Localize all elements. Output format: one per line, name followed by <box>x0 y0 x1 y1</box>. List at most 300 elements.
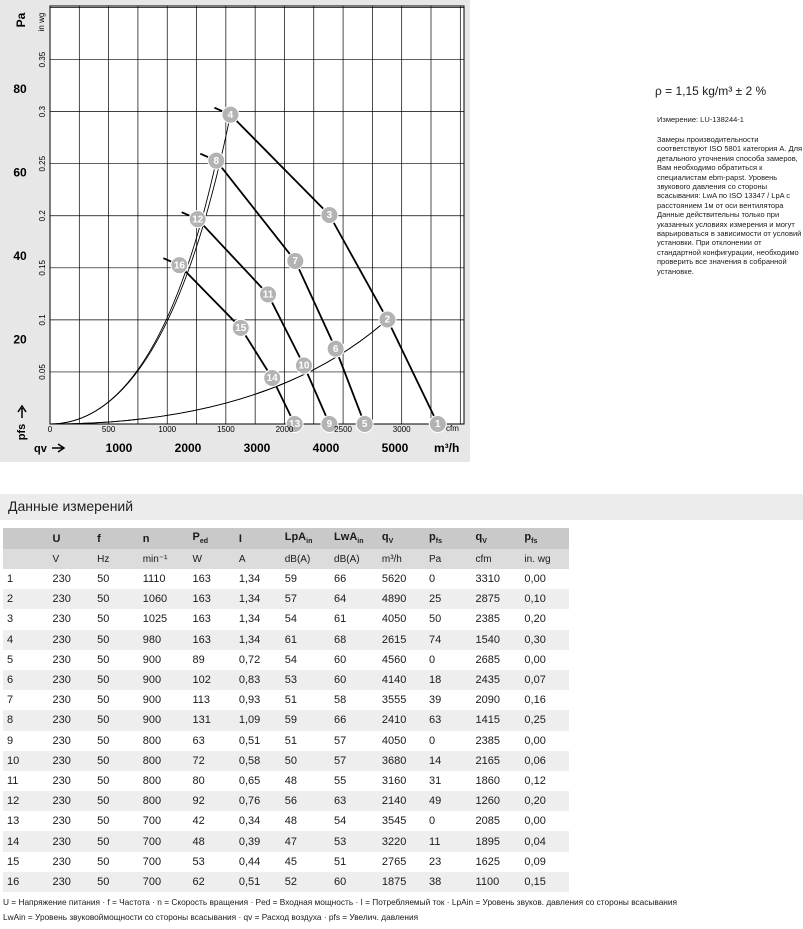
table-row <box>3 872 569 892</box>
table-cell: 230 <box>49 690 94 710</box>
operating-point-label: 5 <box>361 419 368 431</box>
table-cell: 3310 <box>472 569 521 589</box>
note-line: всасывания: LwA по ISO 13347 / LpA с <box>657 191 791 201</box>
table-cell: 4050 <box>378 609 425 629</box>
operating-point-label: 15 <box>235 323 247 335</box>
note-line: расстоянием 1м от оси вентилятора <box>657 200 784 210</box>
table-cell: 0,10 <box>520 589 569 609</box>
unit-cell: m³/h <box>378 549 425 569</box>
table-cell: 2410 <box>378 710 425 730</box>
table-cell: 52 <box>281 872 330 892</box>
table-row <box>3 831 569 851</box>
table-cell: 163 <box>189 589 235 609</box>
table-cell: 68 <box>330 630 378 650</box>
table-cell: 58 <box>330 690 378 710</box>
table-cell: 48 <box>281 771 330 791</box>
table-cell: 0,76 <box>235 791 281 811</box>
chart-canvas <box>0 0 470 462</box>
table-cell: 4050 <box>378 731 425 751</box>
table-cell: 1060 <box>139 589 189 609</box>
table-cell: 12 <box>3 791 49 811</box>
table-row <box>3 731 569 751</box>
column-header <box>378 528 425 549</box>
table-cell: 50 <box>93 569 139 589</box>
table-cell: 1 <box>3 569 49 589</box>
legend-line-2: LwAin = Уровень звуковоймощности со стороны всасывания · qv = Расход воздуха · pfs = Увелич. давления <box>3 912 419 922</box>
table-cell: 62 <box>189 872 235 892</box>
operating-point-label: 9 <box>326 419 333 431</box>
unit-cell: Pa <box>425 549 472 569</box>
table-cell: 0 <box>425 569 472 589</box>
table-cell: 0,44 <box>235 852 281 872</box>
table-row <box>3 690 569 710</box>
table-cell: 230 <box>49 751 94 771</box>
table-cell: 51 <box>330 852 378 872</box>
operating-point-label: 7 <box>292 256 299 268</box>
table-cell: 3555 <box>378 690 425 710</box>
column-header <box>139 528 189 549</box>
table-cell: 3160 <box>378 771 425 791</box>
column-header-main: p <box>429 531 436 544</box>
table-cell: 63 <box>189 731 235 751</box>
operating-point-label: 8 <box>213 155 220 167</box>
inwg-tick-label: 0.15 <box>38 260 48 276</box>
table-cell: 0,04 <box>520 831 569 851</box>
table-cell: 230 <box>49 670 94 690</box>
operating-point-label: 16 <box>173 260 185 272</box>
table-cell: 1540 <box>472 630 521 650</box>
column-header-sub: V <box>482 538 487 546</box>
x-axis-unit-m3h: m³/h <box>434 441 460 455</box>
note-line: специалистам ebm-papst. Уровень <box>657 172 778 182</box>
table-cell: 50 <box>93 731 139 751</box>
table-cell: 54 <box>281 609 330 629</box>
table-cell: 48 <box>189 831 235 851</box>
table-cell: 2090 <box>472 690 521 710</box>
table-cell: 48 <box>281 811 330 831</box>
operating-point-label: 11 <box>262 289 274 301</box>
unit-cell: cfm <box>472 549 521 569</box>
table-cell: 0 <box>425 811 472 831</box>
table-cell: 230 <box>49 630 94 650</box>
table-row <box>3 791 569 811</box>
note-line: варьироваться в зависимости от условий <box>657 229 802 239</box>
column-header <box>472 528 521 549</box>
table-cell: 47 <box>281 831 330 851</box>
table-cell: 0,34 <box>235 811 281 831</box>
table-cell: 50 <box>93 811 139 831</box>
table-cell: 1895 <box>472 831 521 851</box>
note-line: установке. <box>657 266 694 276</box>
column-header-main: LwA <box>334 531 358 544</box>
table-cell: 45 <box>281 852 330 872</box>
table-cell: 50 <box>93 690 139 710</box>
table-row <box>3 852 569 872</box>
table-cell: 0,93 <box>235 690 281 710</box>
table-cell: 1860 <box>472 771 521 791</box>
table-cell: 1,09 <box>235 710 281 730</box>
table-cell: 230 <box>49 589 94 609</box>
operating-point-label: 10 <box>298 360 310 372</box>
table-cell: 2385 <box>472 731 521 751</box>
cfm-tick-label: 2500 <box>334 425 352 434</box>
column-header-main: p <box>524 531 532 544</box>
table-cell: 66 <box>330 710 378 730</box>
table-cell: 4 <box>3 630 49 650</box>
note-line: проверить все значения в собранной <box>657 257 787 267</box>
table-cell: 50 <box>93 831 139 851</box>
table-cell: 38 <box>425 872 472 892</box>
inwg-tick-label: 0.35 <box>38 51 48 68</box>
m3h-tick-label: 3000 <box>243 441 271 455</box>
column-header-main: I <box>238 532 242 545</box>
table-row <box>3 710 569 730</box>
table-cell: 59 <box>281 710 330 730</box>
table-cell: 1,34 <box>235 569 281 589</box>
table-cell: 2385 <box>472 609 521 629</box>
table-cell: 700 <box>139 852 189 872</box>
table-cell: 800 <box>139 791 189 811</box>
table-cell: 700 <box>139 811 189 831</box>
inwg-tick-label: 0.25 <box>38 155 48 172</box>
table-cell: 11 <box>425 831 472 851</box>
table-cell: 60 <box>330 872 378 892</box>
inwg-tick-label: 0.1 <box>38 314 48 326</box>
table-cell: 0,51 <box>235 872 281 892</box>
table-cell: 900 <box>139 710 189 730</box>
table-cell: 5 <box>3 650 49 670</box>
table-cell: 59 <box>281 569 330 589</box>
table-cell: 6 <box>3 670 49 690</box>
table-cell: 2875 <box>472 589 521 609</box>
operating-point-label: 6 <box>332 343 339 355</box>
table-cell: 131 <box>189 710 235 730</box>
table-cell: 2 <box>3 589 49 609</box>
column-header <box>49 528 94 549</box>
table-cell: 2165 <box>472 751 521 771</box>
unit-cell: dB(A) <box>281 549 330 569</box>
note-line: Данные действительны только при <box>657 210 780 220</box>
column-header-sub: in <box>306 538 313 546</box>
unit-cell: min⁻¹ <box>139 549 189 569</box>
table-cell: 5620 <box>378 569 425 589</box>
table-header-row <box>3 528 569 549</box>
table-cell: 0,30 <box>520 630 569 650</box>
unit-cell: A <box>235 549 281 569</box>
table-cell: 9 <box>3 731 49 751</box>
column-header-main: P <box>192 531 200 544</box>
table-cell: 23 <box>425 852 472 872</box>
table-cell: 900 <box>139 650 189 670</box>
table-cell: 50 <box>93 710 139 730</box>
table-cell: 50 <box>93 791 139 811</box>
y-axis-label-pfs: pfs <box>15 423 28 441</box>
m3h-tick-label: 1000 <box>105 441 133 455</box>
table-cell: 230 <box>49 872 94 892</box>
unit-cell: Hz <box>93 549 139 569</box>
table-row <box>3 589 569 609</box>
table-row <box>3 630 569 650</box>
column-header-sub: fs <box>531 538 538 546</box>
column-header-sub: V <box>388 538 394 546</box>
table-cell: 1100 <box>472 872 521 892</box>
note-line: Замеры производительности <box>657 135 759 144</box>
column-header-main: q <box>475 531 483 544</box>
table-cell: 800 <box>139 731 189 751</box>
operating-point-label: 3 <box>326 210 333 222</box>
table-cell: 230 <box>49 831 94 851</box>
note-line: установки. При отклонении от <box>657 238 762 248</box>
table-cell: 230 <box>49 609 94 629</box>
table-cell: 2765 <box>378 852 425 872</box>
table-cell: 49 <box>425 791 472 811</box>
x-axis-unit-cfm: cfm <box>446 424 459 433</box>
unit-cell: W <box>189 549 235 569</box>
table-cell: 0,06 <box>520 751 569 771</box>
table-cell: 80 <box>189 771 235 791</box>
column-header-sub: fs <box>435 538 442 546</box>
table-cell: 0,72 <box>235 650 281 670</box>
table-cell: 1875 <box>378 872 425 892</box>
table-cell: 230 <box>49 731 94 751</box>
pa-tick-label: 40 <box>13 248 27 263</box>
table-cell: 64 <box>330 589 378 609</box>
table-cell: 4140 <box>378 670 425 690</box>
table-cell: 163 <box>189 630 235 650</box>
table-cell: 2140 <box>378 791 425 811</box>
table-cell: 50 <box>425 609 472 629</box>
table-cell: 0,09 <box>520 852 569 872</box>
m3h-tick-label: 4000 <box>312 441 340 455</box>
unit-cell: dB(A) <box>330 549 378 569</box>
table-cell: 53 <box>189 852 235 872</box>
table-row <box>3 771 569 791</box>
table-cell: 50 <box>93 771 139 791</box>
table-cell: 61 <box>330 609 378 629</box>
table-cell: 1,34 <box>235 589 281 609</box>
cfm-tick-label: 2000 <box>275 425 294 434</box>
table-cell: 0,65 <box>235 771 281 791</box>
table-cell: 25 <box>425 589 472 609</box>
table-cell: 1,34 <box>235 609 281 629</box>
column-header-main: n <box>142 532 150 545</box>
column-header-main: LpA <box>284 531 307 544</box>
table-cell: 53 <box>330 831 378 851</box>
operating-point-label: 14 <box>266 373 278 385</box>
measurement-table <box>3 528 569 892</box>
unit-cell: V <box>49 549 94 569</box>
note-line: Вам необходимо обратиться к <box>657 163 763 173</box>
table-cell: 4560 <box>378 650 425 670</box>
table-cell: 900 <box>139 690 189 710</box>
table-cell: 51 <box>281 731 330 751</box>
table-cell: 3680 <box>378 751 425 771</box>
pa-tick-label: 60 <box>13 165 27 180</box>
table-cell: 14 <box>3 831 49 851</box>
table-cell: 42 <box>189 811 235 831</box>
table-cell: 50 <box>93 872 139 892</box>
measurement-id: Измерение: LU-138244-1 <box>657 115 744 124</box>
table-cell: 3545 <box>378 811 425 831</box>
table-cell: 63 <box>425 710 472 730</box>
table-cell: 163 <box>189 569 235 589</box>
table-cell: 50 <box>93 751 139 771</box>
table-cell: 39 <box>425 690 472 710</box>
table-cell: 13 <box>3 811 49 831</box>
table-cell: 230 <box>49 811 94 831</box>
operating-point-label: 13 <box>289 419 301 431</box>
column-header <box>93 528 139 549</box>
pa-tick-label: 80 <box>13 81 27 96</box>
table-cell: 0,12 <box>520 771 569 791</box>
table-cell: 980 <box>139 630 189 650</box>
cfm-tick-label: 3000 <box>392 425 411 434</box>
table-cell: 230 <box>49 569 94 589</box>
table-cell: 56 <box>281 791 330 811</box>
table-cell: 900 <box>139 670 189 690</box>
table-cell: 2435 <box>472 670 521 690</box>
m3h-tick-label: 2000 <box>174 441 202 455</box>
table-cell: 1,34 <box>235 630 281 650</box>
table-cell: 0 <box>425 650 472 670</box>
cfm-tick-label: 0 <box>47 425 53 434</box>
table-cell: 2615 <box>378 630 425 650</box>
fan-performance-chart <box>0 0 470 462</box>
table-cell: 31 <box>425 771 472 791</box>
column-header-main: f <box>97 532 101 545</box>
column-header <box>520 528 569 549</box>
table-cell: 0,00 <box>520 650 569 670</box>
table-cell: 55 <box>330 771 378 791</box>
operating-point-label: 12 <box>192 214 204 226</box>
table-cell: 16 <box>3 872 49 892</box>
unit-cell <box>3 549 49 569</box>
column-header <box>330 528 378 549</box>
table-cell: 2085 <box>472 811 521 831</box>
table-cell: 0,00 <box>520 731 569 751</box>
table-cell: 61 <box>281 630 330 650</box>
measurement-note <box>657 135 803 276</box>
table-cell: 1415 <box>472 710 521 730</box>
table-cell: 0 <box>425 731 472 751</box>
note-line: детального уточнения способа замеров, <box>657 153 798 163</box>
air-density: ρ = 1,15 kg/m³ ± 2 % <box>655 84 767 98</box>
table-cell: 54 <box>281 650 330 670</box>
column-header <box>189 528 235 549</box>
table-cell: 4890 <box>378 589 425 609</box>
table-cell: 700 <box>139 831 189 851</box>
table-row <box>3 609 569 629</box>
column-header-main: q <box>381 531 389 544</box>
table-cell: 800 <box>139 771 189 791</box>
table-row <box>3 650 569 670</box>
table-cell: 3 <box>3 609 49 629</box>
cfm-tick-label: 1500 <box>216 425 235 434</box>
inwg-tick-label: 0.3 <box>38 106 48 118</box>
table-row <box>3 811 569 831</box>
table-row <box>3 670 569 690</box>
table-cell: 53 <box>281 670 330 690</box>
table-cell: 50 <box>93 589 139 609</box>
column-header <box>235 528 281 549</box>
table-cell: 11 <box>3 771 49 791</box>
operating-point-label: 1 <box>434 419 441 431</box>
table-cell: 74 <box>425 630 472 650</box>
y-axis-label-inwg: in wg <box>37 12 47 32</box>
note-line: звукового давления со стороны <box>657 182 768 192</box>
y-axis-label-pa: Pa <box>14 12 29 28</box>
table-cell: 0,25 <box>520 710 569 730</box>
table-cell: 14 <box>425 751 472 771</box>
table-cell: 51 <box>281 690 330 710</box>
cfm-tick-label: 500 <box>101 425 116 434</box>
table-cell: 1025 <box>139 609 189 629</box>
m3h-tick-label: 5000 <box>381 441 409 455</box>
table-cell: 54 <box>330 811 378 831</box>
table-cell: 800 <box>139 751 189 771</box>
table-cell: 0,15 <box>520 872 569 892</box>
table-cell: 18 <box>425 670 472 690</box>
x-axis-label-qv: qv <box>34 443 47 455</box>
table-cell: 230 <box>49 650 94 670</box>
table-cell: 0,00 <box>520 811 569 831</box>
table-units-row <box>3 549 569 569</box>
unit-cell: in. wg <box>520 549 569 569</box>
column-header <box>281 528 330 549</box>
table-cell: 1260 <box>472 791 521 811</box>
table-cell: 0,20 <box>520 791 569 811</box>
table-cell: 89 <box>189 650 235 670</box>
column-header <box>3 528 49 549</box>
table-cell: 8 <box>3 710 49 730</box>
table-cell: 0,39 <box>235 831 281 851</box>
inwg-tick-label: 0.05 <box>38 364 48 380</box>
column-header-sub: in <box>357 538 364 546</box>
pa-tick-label: 20 <box>13 332 27 347</box>
table-cell: 0,00 <box>520 569 569 589</box>
table-cell: 0,16 <box>520 690 569 710</box>
table-cell: 0,20 <box>520 609 569 629</box>
table-cell: 60 <box>330 670 378 690</box>
table-cell: 50 <box>93 852 139 872</box>
table-cell: 57 <box>281 589 330 609</box>
table-cell: 230 <box>49 791 94 811</box>
table-cell: 15 <box>3 852 49 872</box>
table-cell: 50 <box>93 609 139 629</box>
measurement-table-title: Данные измерений <box>8 498 134 514</box>
table-cell: 50 <box>281 751 330 771</box>
inwg-tick-label: 0.2 <box>38 210 48 222</box>
table-cell: 0,83 <box>235 670 281 690</box>
column-header-main: U <box>52 532 61 545</box>
column-header-sub: ed <box>199 538 209 546</box>
table-cell: 60 <box>330 650 378 670</box>
table-cell: 50 <box>93 630 139 650</box>
table-cell: 230 <box>49 771 94 791</box>
column-header <box>425 528 472 549</box>
table-cell: 700 <box>139 872 189 892</box>
table-cell: 92 <box>189 791 235 811</box>
table-cell: 230 <box>49 852 94 872</box>
table-cell: 0,07 <box>520 670 569 690</box>
table-cell: 66 <box>330 569 378 589</box>
table-cell: 3220 <box>378 831 425 851</box>
table-cell: 163 <box>189 609 235 629</box>
table-cell: 72 <box>189 751 235 771</box>
table-cell: 2685 <box>472 650 521 670</box>
table-cell: 1625 <box>472 852 521 872</box>
note-line: указанных условиях измерения и могут <box>657 219 795 229</box>
